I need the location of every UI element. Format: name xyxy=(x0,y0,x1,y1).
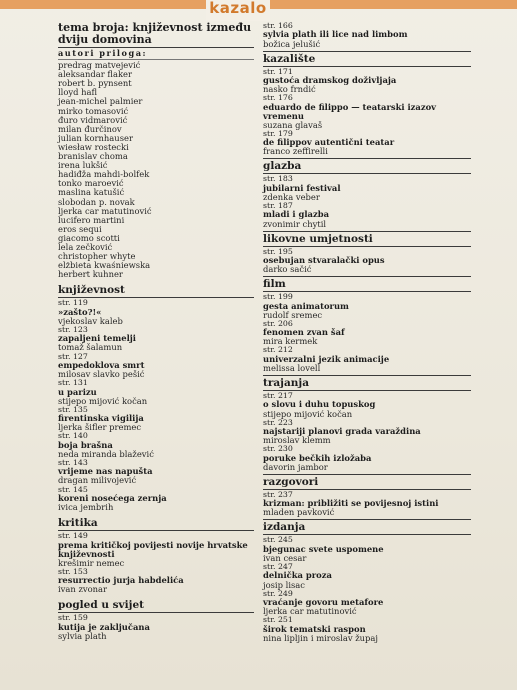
page-number: str. 159 xyxy=(58,613,88,623)
section-knjizevnost xyxy=(58,284,254,512)
entry-list xyxy=(58,532,254,594)
entry-author: milosav slavko pešić xyxy=(58,369,145,380)
entry-author: suzana glavaš xyxy=(263,119,323,130)
entry-list xyxy=(58,299,254,512)
entry-title: prema kritičkoj povijesti novije hrvatske xyxy=(58,539,248,550)
entry-title-cont: vremenu xyxy=(263,110,304,121)
entry-title: kutija je zaključana xyxy=(58,621,150,632)
entry-author: josip lisac xyxy=(263,579,305,590)
author-name: lloyd hafl xyxy=(58,87,98,98)
entry-list xyxy=(263,68,471,157)
page-number: str. 153 xyxy=(58,566,88,576)
page-number: str. 135 xyxy=(58,404,88,414)
list-item xyxy=(263,491,471,518)
divider xyxy=(263,51,471,52)
section-kritika xyxy=(58,517,254,594)
author-name: đuro vidmarović xyxy=(58,114,128,125)
section-title: kazalište xyxy=(263,52,316,65)
author-name: tonko maroević xyxy=(58,178,124,189)
list-item xyxy=(58,379,254,406)
page-number: str. 217 xyxy=(263,391,293,401)
entry-author: davorin jambor xyxy=(263,461,328,472)
entry-author: nasko frndić xyxy=(263,84,316,95)
entry-author: nina lipljin i miroslav župaj xyxy=(263,632,378,643)
entry-title: de filippov autentični teatar xyxy=(263,137,395,148)
list-item xyxy=(263,563,471,590)
left-column xyxy=(58,22,254,643)
right-column xyxy=(263,22,471,645)
section-trajanja xyxy=(263,375,471,472)
page-number: str. 166 xyxy=(263,21,293,30)
entry-title: najstariji planovi grada varaždina xyxy=(263,426,421,437)
page-number: str. 187 xyxy=(263,201,293,211)
entry-title-cont: književnosti xyxy=(58,548,115,559)
list-item xyxy=(263,419,471,446)
entry-author: darko sačić xyxy=(263,264,312,275)
entry-author: rudolf sremec xyxy=(263,309,323,320)
divider xyxy=(263,474,471,475)
entry-author: sylvia plath xyxy=(58,630,107,641)
entry-title: osebujan stvaralački opus xyxy=(263,255,385,266)
author-name: eros sequi xyxy=(58,223,102,234)
page-number: str. 237 xyxy=(263,489,293,499)
entry-author: zdenka veber xyxy=(263,191,320,202)
list-item xyxy=(58,326,254,353)
author-name: hadiđža mahdi-bolfek xyxy=(58,169,150,180)
divider xyxy=(263,489,471,490)
list-item xyxy=(263,616,471,643)
entry-author: krešimir nemec xyxy=(58,557,125,568)
list-item xyxy=(263,392,471,419)
list-item xyxy=(263,202,471,229)
list-item xyxy=(58,299,254,326)
entry-title: vraćanje govoru metafore xyxy=(263,597,384,607)
list-item xyxy=(263,293,471,320)
entry-title: sylvia plath ili lice nad limbom xyxy=(263,29,408,40)
list-item xyxy=(263,590,471,617)
page-number: str. 212 xyxy=(263,345,293,355)
page-number: str. 119 xyxy=(58,298,88,308)
list-item xyxy=(58,432,254,459)
entry-title: poruke bečkih izložaba xyxy=(263,452,372,463)
entry-title: gustoća dramskog doživljaja xyxy=(263,75,397,85)
page-number: str. 223 xyxy=(263,417,293,427)
entry-title: širok tematski raspon xyxy=(263,623,366,634)
author-name: branislav choma xyxy=(58,151,128,162)
entry-author: stijepo mijović kočan xyxy=(58,395,148,406)
authors-label: autori priloga: xyxy=(58,48,148,58)
page-number: str. 140 xyxy=(58,431,88,441)
author-name: aleksandar flaker xyxy=(58,69,133,80)
author-name: christopher whyte xyxy=(58,251,136,262)
list-item xyxy=(58,614,254,641)
section-continued xyxy=(263,22,471,49)
section-film xyxy=(263,276,471,373)
page-number: str. 143 xyxy=(58,457,88,467)
page-number: str. 199 xyxy=(263,292,293,302)
page-number: str. 179 xyxy=(263,128,293,138)
page-number: str. 251 xyxy=(263,615,293,625)
entry-title: fenomen zvan šaf xyxy=(263,327,345,338)
list-item xyxy=(263,320,471,347)
entry-author: božica jelušić xyxy=(263,38,321,49)
author-name: milan đurčinov xyxy=(58,123,122,134)
entry-author: ivan zvonar xyxy=(58,584,108,595)
list-item xyxy=(263,445,471,472)
divider xyxy=(263,390,471,391)
tema-title-line-2: dviju domovina xyxy=(58,33,152,46)
entry-author: franco zeffirelli xyxy=(263,146,328,157)
entry-list xyxy=(263,175,471,228)
list-item xyxy=(58,486,254,513)
author-name: herbert kuhner xyxy=(58,269,123,280)
author-name: slobodan p. novak xyxy=(58,196,135,207)
list-item xyxy=(263,536,471,563)
divider xyxy=(263,534,471,535)
author-name: elżbieta kwaśniewska xyxy=(58,260,151,271)
tema-title-line-1: tema broja: književnost između xyxy=(58,21,252,34)
author-name: ljerka car matutinović xyxy=(58,205,152,216)
entry-title: boja brašna xyxy=(58,439,113,450)
page-number: str. 127 xyxy=(58,351,88,361)
entry-title: univerzalni jezik animacije xyxy=(263,353,390,364)
entry-author: tomaž šalamun xyxy=(58,342,123,353)
section-title: izdanja xyxy=(263,521,306,534)
entry-list xyxy=(263,293,471,373)
page-number: str. 195 xyxy=(263,246,293,256)
section-title: glazba xyxy=(263,160,302,173)
page-number: str. 149 xyxy=(58,531,88,541)
entry-author: miroslav klemm xyxy=(263,435,331,446)
author-name: mirko tomasović xyxy=(58,105,129,116)
list-item xyxy=(58,532,254,568)
author-name: maslina katušić xyxy=(58,187,125,198)
entry-author: ljerka car matutinović xyxy=(263,606,357,617)
page-number: str. 183 xyxy=(263,174,293,184)
author-name: giacomo scotti xyxy=(58,232,120,243)
author-name: julian kornhauser xyxy=(58,132,133,143)
entry-title: gesta animatorum xyxy=(263,300,349,311)
section-title: film xyxy=(263,278,286,291)
author-name: wiesław rostecki xyxy=(58,141,129,152)
entry-title: koreni nosećega zernja xyxy=(58,492,167,503)
section-title: likovne umjetnosti xyxy=(263,232,373,245)
author-name: predrag matvejević xyxy=(58,60,141,71)
entry-author: mira kermek xyxy=(263,336,318,347)
entry-author: melissa lovell xyxy=(263,362,321,373)
list-item xyxy=(58,406,254,433)
entry-author: vjekoslav kaleb xyxy=(58,315,123,326)
divider xyxy=(263,173,471,174)
author-name: lela zečković xyxy=(58,241,113,252)
authors-list xyxy=(58,61,254,279)
list-item xyxy=(263,94,471,130)
author-name: lucifero martini xyxy=(58,214,125,225)
page-number: str. 171 xyxy=(263,66,293,76)
entry-author: stijepo mijović kočan xyxy=(263,408,353,419)
section-pogled-u-svijet xyxy=(58,599,254,641)
page-number: str. 145 xyxy=(58,484,88,494)
entry-author: dragan milivojević xyxy=(58,475,137,486)
entry-author: ivica jembrih xyxy=(58,502,114,512)
entry-author: neda miranda blažević xyxy=(58,448,154,459)
entry-title: o slovu i duhu topuskog xyxy=(263,399,376,410)
section-kazaliste xyxy=(263,51,471,157)
page-number: str. 247 xyxy=(263,562,293,571)
divider xyxy=(263,231,471,232)
divider xyxy=(263,158,471,159)
page-number: str. 249 xyxy=(263,588,293,598)
list-item xyxy=(263,175,471,202)
section-title: književnost xyxy=(58,284,125,297)
section-tema-broja xyxy=(58,22,254,279)
list-item xyxy=(263,346,471,373)
divider xyxy=(263,66,471,67)
entry-title: firentinska vigilija xyxy=(58,413,144,424)
section-title: trajanja xyxy=(263,377,310,390)
page-title: kazalo xyxy=(206,0,270,21)
entry-author: ivan cesar xyxy=(263,552,307,563)
entry-title: krizman: približiti se povijesnoj istini xyxy=(263,498,439,509)
entry-title: »zašto?!« xyxy=(58,306,102,317)
list-item xyxy=(58,353,254,380)
entry-title: empedoklova smrt xyxy=(58,359,145,370)
entry-list xyxy=(263,248,471,275)
list-item xyxy=(58,568,254,595)
list-item xyxy=(263,248,471,275)
divider xyxy=(263,246,471,247)
entry-title: jubilarni festival xyxy=(263,182,341,193)
section-izdanja xyxy=(263,519,471,642)
entry-list xyxy=(263,491,471,518)
list-item xyxy=(58,459,254,486)
section-glazba xyxy=(263,158,471,228)
entry-title: mladi i glazba xyxy=(263,209,330,220)
entry-author: mladen pavković xyxy=(263,507,335,518)
entry-list xyxy=(263,392,471,472)
list-item xyxy=(263,68,471,95)
section-likovne-umjetnosti xyxy=(263,231,471,275)
divider xyxy=(263,291,471,292)
entry-list xyxy=(58,614,254,641)
page-number: str. 230 xyxy=(263,444,293,454)
section-title: pogled u svijet xyxy=(58,599,144,612)
section-razgovori xyxy=(263,474,471,518)
page-number: str. 206 xyxy=(263,318,293,328)
entry-title: delnička proza xyxy=(263,570,332,581)
entry-title: vrijeme nas napušta xyxy=(58,466,153,477)
entry-title: bjegunac svete uspomene xyxy=(263,543,384,554)
section-title: razgovori xyxy=(263,475,319,488)
entry-author: zvonimir chytil xyxy=(263,218,327,229)
author-name: irena lukšić xyxy=(58,160,108,171)
author-name: jean-michel palmier xyxy=(58,96,143,107)
entry-title: zapaljeni temelji xyxy=(58,333,136,344)
page-number: str. 131 xyxy=(58,378,88,388)
section-title: kritika xyxy=(58,517,98,530)
divider xyxy=(263,276,471,277)
divider xyxy=(263,519,471,520)
divider xyxy=(263,375,471,376)
list-item xyxy=(263,130,471,157)
page-number: str. 245 xyxy=(263,535,293,545)
entry-title: resurrectio jurja habdelića xyxy=(58,575,184,586)
entry-author: ljerka šifler premec xyxy=(58,422,142,433)
entry-title: u parizu xyxy=(58,386,97,397)
entry-list xyxy=(263,536,471,642)
page-number: str. 176 xyxy=(263,93,293,103)
entry-title: eduardo de filippo — teatarski izazov xyxy=(263,101,437,112)
author-name: robert b. pynsent xyxy=(58,78,132,89)
page-number: str. 123 xyxy=(58,324,88,334)
